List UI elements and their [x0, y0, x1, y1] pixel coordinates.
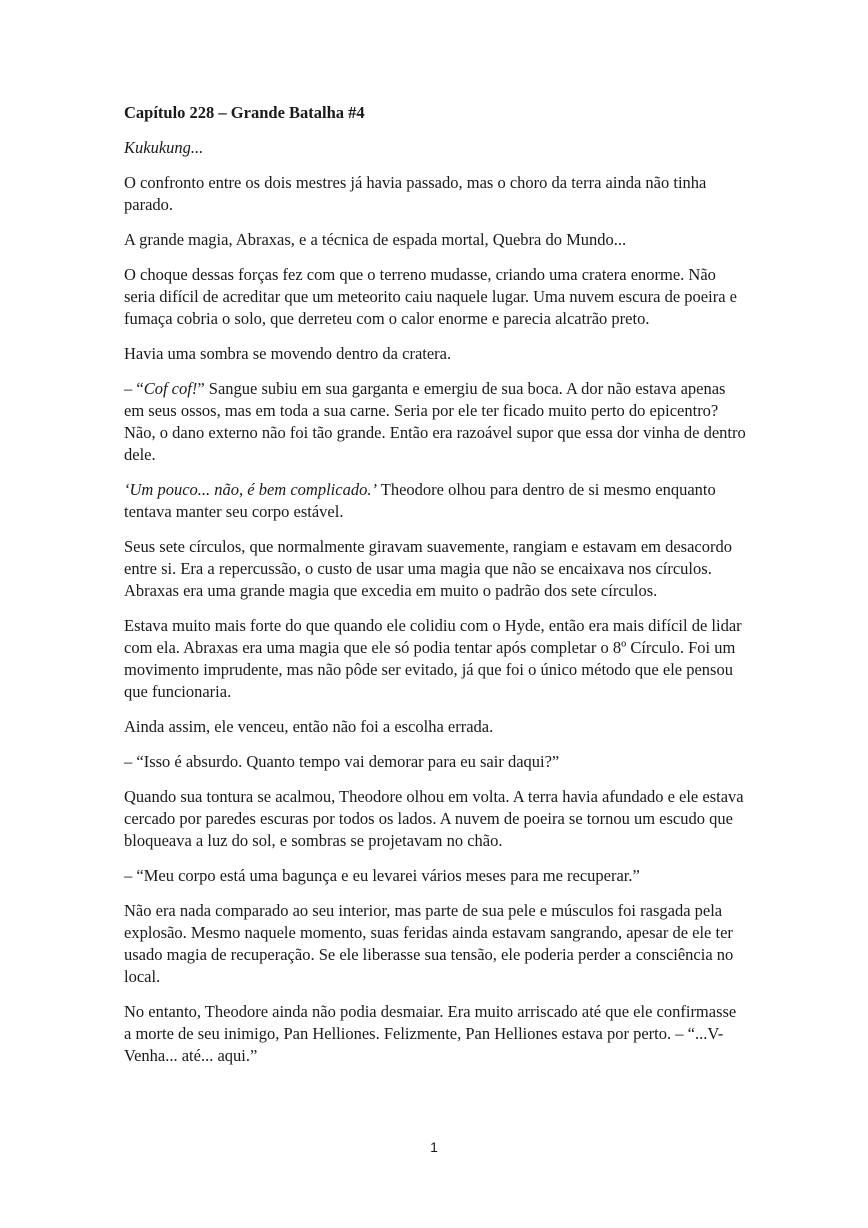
paragraph-15: No entanto, Theodore ainda não podia desmaiar. Era muito arriscado até que ele confirmasse a morte de seu inimigo, Pan Helliones. Felizmente, Pan Helliones estava por perto. – “...V-Venha... até... aqui.”: [124, 1002, 737, 1065]
paragraph-10: Ainda assim, ele venceu, então não foi a escolha errada.: [124, 717, 494, 736]
paragraph-6-after: ” Sangue subiu em sua garganta e emergiu de sua boca. A dor não estava apenas em seus ossos, mas em toda a sua carne. Seria por ele ter ficado muito perto do epicentro? Não, o dano externo não foi tão grande. Então era razoável supor que essa dor vinha de dentro dele.: [124, 379, 746, 464]
paragraph-6-before: – “: [124, 379, 144, 398]
paragraph-9: Estava muito mais forte do que quando ele colidiu com o Hyde, então era mais difícil de lidar com ela. Abraxas era uma magia que ele só podia tentar após completar o 8º Círculo. Foi um movimento imprudente, mas não pôde ser evitado, já que foi o único método que ele pensou que funcionaria.: [124, 616, 742, 701]
paragraph-7: [124, 479, 746, 523]
paragraph-2: O confronto entre os dois mestres já havia passado, mas o choro da terra ainda não tinha parado.: [124, 173, 707, 214]
paragraph-6: [124, 378, 746, 466]
paragraph-8: Seus sete círculos, que normalmente giravam suavemente, rangiam e estavam em desacordo entre si. Era a repercussão, o custo de usar uma magia que não se encaixava nos círculos. Abraxas era uma grande magia que excedia em muito o padrão dos sete círculos.: [124, 537, 732, 600]
paragraph-5: Havia uma sombra se movendo dentro da cratera.: [124, 344, 452, 363]
paragraph-6-italic: Cof cof!: [143, 379, 198, 398]
paragraph-4: O choque dessas forças fez com que o terreno mudasse, criando uma cratera enorme. Não seria difícil de acreditar que um meteorito caiu naquele lugar. Uma nuvem escura de poeira e fumaça cobria o solo, que derreteu com o calor enorme e parecia alcatrão preto.: [124, 265, 737, 328]
paragraph-1: Kukukung...: [124, 138, 204, 157]
chapter-title: Capítulo 228 – Grande Batalha #4: [124, 103, 365, 122]
document-page: [124, 102, 746, 1080]
paragraph-7-after: Theodore olhou para dentro de si mesmo enquanto tentava manter seu corpo estável.: [124, 480, 716, 521]
paragraph-3: A grande magia, Abraxas, e a técnica de espada mortal, Quebra do Mundo...: [124, 230, 627, 249]
paragraph-13: – “Meu corpo está uma bagunça e eu levarei vários meses para me recuperar.”: [124, 866, 640, 885]
paragraph-11: – “Isso é absurdo. Quanto tempo vai demorar para eu sair daqui?”: [124, 752, 560, 771]
paragraph-7-italic: ‘Um pouco... não, é bem complicado.’: [124, 480, 377, 499]
paragraph-14: Não era nada comparado ao seu interior, mas parte de sua pele e músculos foi rasgada pela explosão. Mesmo naquele momento, suas feridas ainda estavam sangrando, apesar de ele ter usado magia de recuperação. Se ele liberasse sua tensão, ele poderia perder a consciência no local.: [124, 901, 734, 986]
page-number: 1: [430, 1139, 438, 1155]
paragraph-12: Quando sua tontura se acalmou, Theodore olhou em volta. A terra havia afundado e ele estava cercado por paredes escuras por todos os lados. A nuvem de poeira se tornou um escudo que bloqueava a luz do sol, e sombras se projetavam no chão.: [124, 787, 744, 850]
